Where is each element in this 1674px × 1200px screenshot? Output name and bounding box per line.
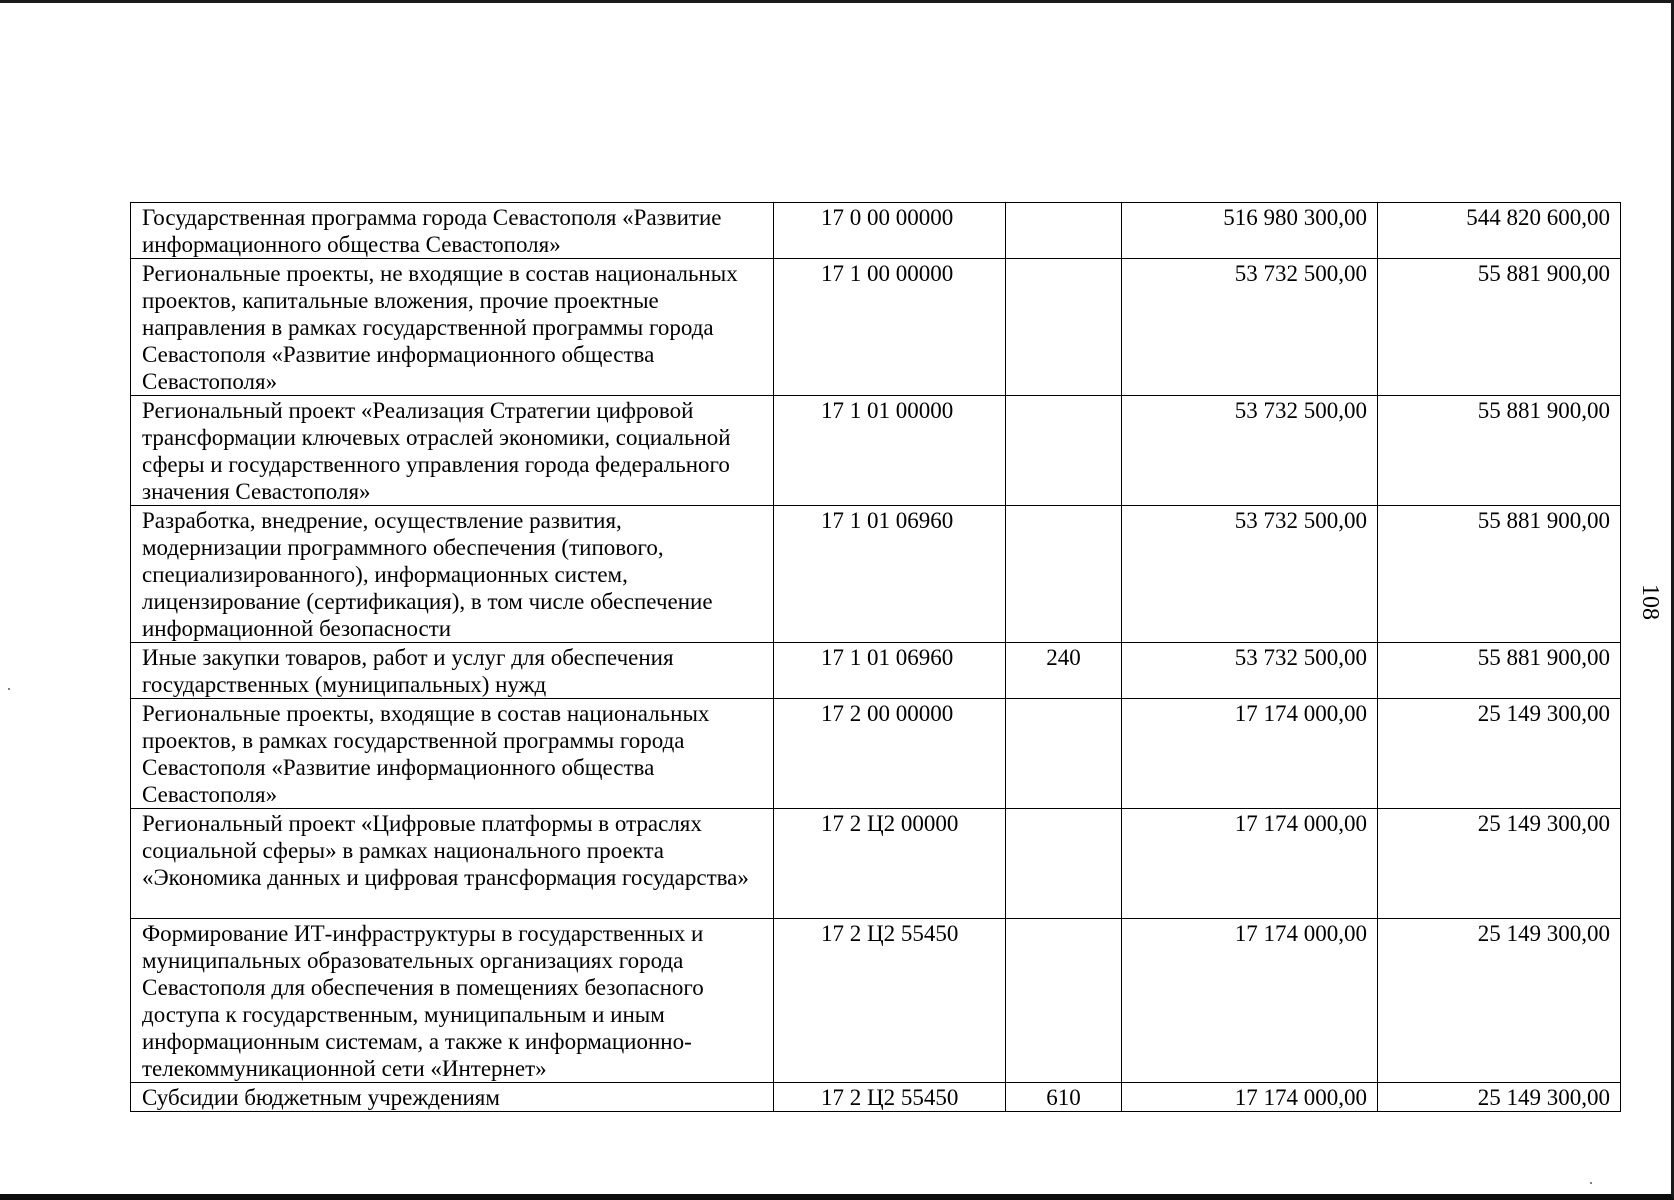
row-name: Региональный проект «Цифровые платформы в отраслях социальной сферы» в рамках национального проекта «Экономика данных и цифровая трансформация государства» — [131, 809, 774, 919]
row-amount-year-1: 17 174 000,00 — [1122, 1083, 1378, 1112]
row-expense-type: 240 — [1006, 643, 1122, 699]
row-amount-year-2: 25 149 300,00 — [1378, 1083, 1621, 1112]
row-amount-year-1: 53 732 500,00 — [1122, 506, 1378, 643]
row-amount-year-1: 17 174 000,00 — [1122, 809, 1378, 919]
row-amount-year-1: 17 174 000,00 — [1122, 919, 1378, 1083]
budget-table — [130, 202, 1621, 1112]
row-target-code: 17 2 Ц2 00000 — [774, 809, 1006, 919]
row-amount-year-1: 516 980 300,00 — [1122, 203, 1378, 259]
scan-speck — [8, 688, 10, 690]
row-name: Формирование ИТ-инфраструктуры в государственных и муниципальных образовательных организациях города Севастополя для обеспечения в помещениях безопасного доступа к государственным, муниципальным и иным информационным системам, а также к информационно-телекоммуникационной сети «Интернет» — [131, 919, 774, 1083]
row-expense-type — [1006, 699, 1122, 809]
row-amount-year-2: 55 881 900,00 — [1378, 506, 1621, 643]
row-name: Государственная программа города Севастополя «Развитие информационного общества Севастополя» — [131, 203, 774, 259]
row-target-code: 17 2 Ц2 55450 — [774, 1083, 1006, 1112]
row-amount-year-2: 55 881 900,00 — [1378, 259, 1621, 396]
row-name: Иные закупки товаров, работ и услуг для обеспечения государственных (муниципальных) нужд — [131, 643, 774, 699]
table-row — [131, 396, 1621, 506]
row-expense-type — [1006, 259, 1122, 396]
row-expense-type — [1006, 919, 1122, 1083]
table-row — [131, 203, 1621, 259]
row-target-code: 17 1 01 06960 — [774, 643, 1006, 699]
row-amount-year-2: 544 820 600,00 — [1378, 203, 1621, 259]
row-target-code: 17 1 01 00000 — [774, 396, 1006, 506]
row-target-code: 17 2 Ц2 55450 — [774, 919, 1006, 1083]
row-amount-year-2: 55 881 900,00 — [1378, 643, 1621, 699]
row-amount-year-2: 55 881 900,00 — [1378, 396, 1621, 506]
row-amount-year-2: 25 149 300,00 — [1378, 919, 1621, 1083]
table-row — [131, 259, 1621, 396]
row-amount-year-1: 17 174 000,00 — [1122, 699, 1378, 809]
table-row — [131, 809, 1621, 919]
table-row — [131, 506, 1621, 643]
row-amount-year-1: 53 732 500,00 — [1122, 396, 1378, 506]
scan-speck — [1590, 1182, 1592, 1184]
row-name: Субсидии бюджетным учреждениям — [131, 1083, 774, 1112]
row-target-code: 17 1 00 00000 — [774, 259, 1006, 396]
row-amount-year-1: 53 732 500,00 — [1122, 643, 1378, 699]
row-target-code: 17 0 00 00000 — [774, 203, 1006, 259]
row-name: Региональный проект «Реализация Стратегии цифровой трансформации ключевых отраслей экономики, социальной сферы и государственного управления города федерального значения Севастополя» — [131, 396, 774, 506]
row-name: Разработка, внедрение, осуществление развития, модернизации программного обеспечения (типового, специализированного), информационных систем, лицензирование (сертификация), в том числе обеспечение информационной безопасности — [131, 506, 774, 643]
row-expense-type: 610 — [1006, 1083, 1122, 1112]
row-amount-year-1: 53 732 500,00 — [1122, 259, 1378, 396]
row-target-code: 17 2 00 00000 — [774, 699, 1006, 809]
row-expense-type — [1006, 506, 1122, 643]
row-target-code: 17 1 01 06960 — [774, 506, 1006, 643]
row-expense-type — [1006, 203, 1122, 259]
table-row — [131, 1083, 1621, 1112]
row-name: Региональные проекты, входящие в состав национальных проектов, в рамках государственной программы города Севастополя «Развитие информационного общества Севастополя» — [131, 699, 774, 809]
row-expense-type — [1006, 809, 1122, 919]
row-amount-year-2: 25 149 300,00 — [1378, 699, 1621, 809]
page-number: 108 — [1637, 584, 1663, 620]
table-row — [131, 919, 1621, 1083]
row-expense-type — [1006, 396, 1122, 506]
table-row — [131, 643, 1621, 699]
row-amount-year-2: 25 149 300,00 — [1378, 809, 1621, 919]
table-row — [131, 699, 1621, 809]
row-name: Региональные проекты, не входящие в состав национальных проектов, капитальные вложения, прочие проектные направления в рамках государственной программы города Севастополя «Развитие информационного общества Севастополя» — [131, 259, 774, 396]
